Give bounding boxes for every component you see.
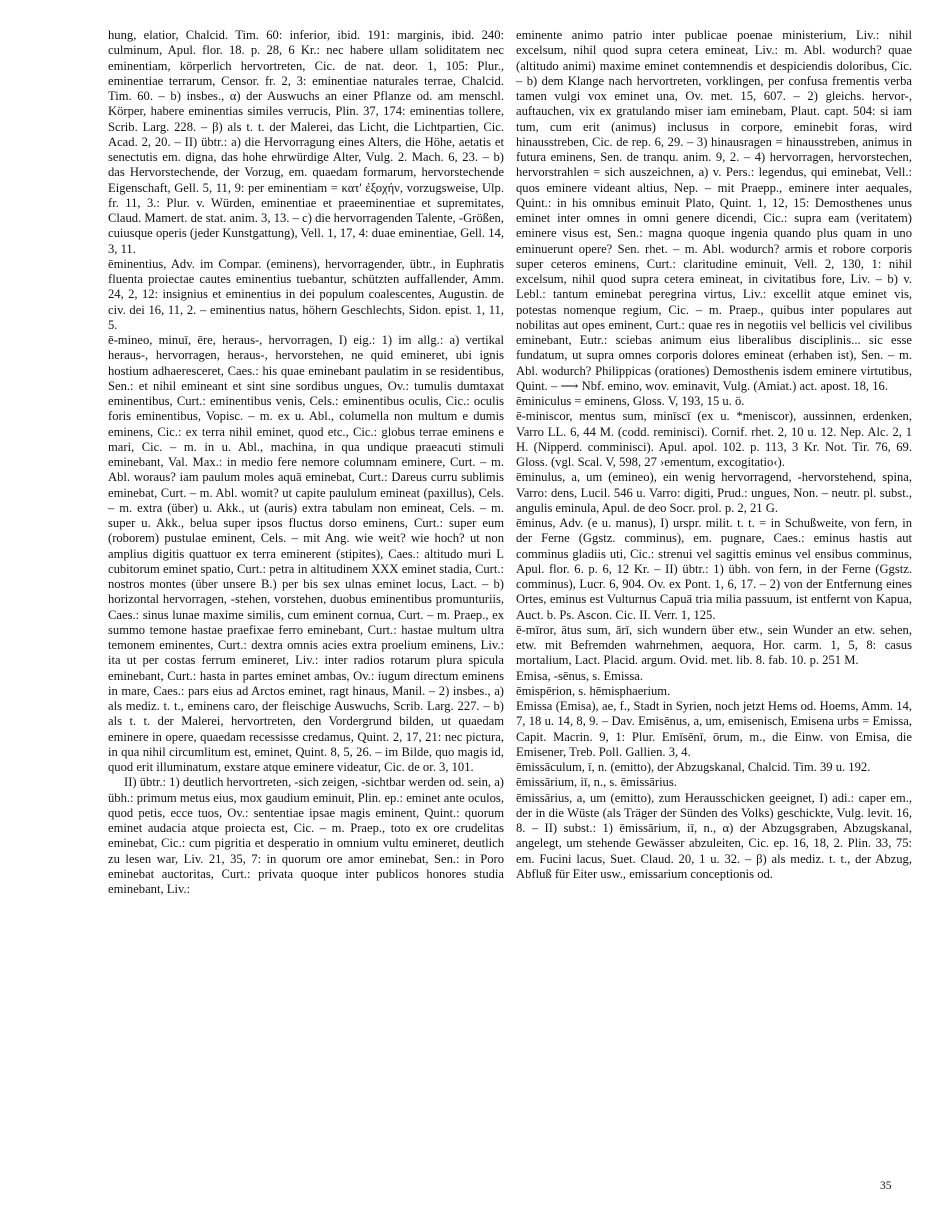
entry-eminulus: ēminulus, a, um (emineo), ein wenig hervorragend, -hervorstehend, spina, Varro: dens, Lucil. 546 u. Varro: digiti, Prud.: ungues, Non. – neutr. pl. subst., angulis eminula, Apul. de deo Socr. prol. p. 2, 21 G. [516,470,912,515]
entry-emissaculum: ēmissāculum, ī, n. (emitto), der Abzugskanal, Chalcid. Tim. 39 u. 192. [516,760,871,774]
entry-eminentius: ēminentius, Adv. im Compar. (eminens), hervorragender, übtr., in Euphratis fluenta proiectae cautes eminentius tuebantur, schützten auffallender, Amm. 24, 2, 12: insignius et eminentius in dei populum coalescentes, Augustin. de civ. dei 16, 11, 2. – eminentius natus, höhern Geschlechts, Sidon. epist. 1, 11, 5. [108,256,504,332]
entry-emiror: ē-mīror, ātus sum, ārī, sich wundern über etw., sein Wunder an etw. sehen, etw. mit Befremden wahrnehmen, aequora, Hor. carm. 1, 5, 8: casus mortalium, Lact. Placid. argum. Ovid. met. lib. 8. fab. 10. p. 251 M. [516,622,912,668]
entry-eminiscor: ē-miniscor, mentus sum, minīscī (ex u. *meniscor), aussinnen, erdenken, Varro LL. 6, 44 M. (codd. reminisci). Cornif. rhet. 2, 10 u. 12. Nep. Alc. 2, 1 H. (Nipperd. comminisci). Apul. apol. 102. p. 113, 3 Kr. Not. Tir. 76, 69. Gloss. (vgl. Scal. V, 598, 27 ›ementum, excogitatio‹). [516,409,912,469]
entry-eminiculus: ēminiculus = eminens, Gloss. V, 193, 15 u. ö. [516,394,745,408]
entry-emissarium: ēmissārium, iī, n., s. ēmissārius. [516,775,677,790]
entry-emisa: Emisa, -sēnus, s. Emissa. [516,668,643,683]
entry-eminentia-continued: hung, elatior, Chalcid. Tim. 60: inferior, ibid. 191: marginis, ibid. 240: culminum, Apul. flor. 18. p. 28, 6 Kr.: nec habere ullam soliditatem nec eminentiam, körperlich hervortreten, Cic. de nat. deor. 1, 105: Plur., eminentiae terrarum, Censor. fr. 2, 3: eminentiae naturales terrae, Chalcid. Tim. 60. – b) insbes., α) der Auswuchs an einer Pflanze od. am menschl. Körper, habere eminentias similes verrucis, Plin. 37, 174: eminentias tollere, Scrib. Larg. 228. – β) als t. t. der Malerei, das Licht, die Lichtpartien, Cic. Acad. 2, 20. – II) übtr.: a) die Hervorragung eines Alters, die Höhe, aetatis et senectutis em. digna, das hohe ehrwürdige Alter, Vulg. 2. Mach. 6, 23. – b) das Hervorstechende, der Vorzug, em. quaedam formarum, hervorstechende Eigenschaft, Gell. 5, 11, 9: per eminentiam = κατ' ἐξοχήν, vorzugsweise, Ulp. fr. 11, 3.: Plur. v. Würden, eminentiae et praeeminentiae et supremitates, Claud. Mamert. de stat. anim. 3, 13. – c) die hervorragenden Talente, -Größen, cuiusque operis (jeder Kunstgattung), Vell. 1, 17, 4: duae eminentiae, Gell. 14, 3, 11. [108,28,504,256]
entry-emineo-continued: eminente animo patrio inter publicae poenae ministerium, Liv.: nihil excelsum, nihil quod supra cetera emineat, Liv.: m. Abl. wodurch? quae (altitudo animi) maxime eminet contemnendis et despiciendis doloribus, Cic. – b) dem Klange nach hervortreten, vorklingen, per confusa frementis verba tamen vulgi vox eminet una, Ov. met. 15, 607. – 2) gleichs. hervor-, auftauchen, vix ex gratulando miser iam eminebam, Plaut. capt. 504: si iam tum, cum erit (animus) inclusus in corpore, eminebit foras, wird hinausstreben, Cic. de rep. 6, 29. – 3) hinausragen = hinausstreben, animus in futura eminens, Sen. de tranqu. anim. 9, 2. – 4) hervorragen, hervorstechen, hervorstrahlen = sich auszeichnen, a) v. Pers.: legendus, qui eminebat, Vell.: quos eminere videant altius, Nep. – mit Praepp., eminere inter aequales, Quint.: in his omnibus eminuit Plato, Quint. 1, 12, 15: Demosthenes unus eminet inter omnes in omni genere dicendi, Cic.: supra eam (veritatem) eminere visus est, Sen.: magna quoque ingenia quando plus quam in uno eminuerunt opere? Sen. rhet. – m. Abl. wodurch? armis et robore corporis super ceteros eminens, Curt.: claritudine eminuit, Vell. 2, 130, 1: nihil excelsum, nihil quod supra cetera emineat, in civitatibus fore, Liv. – b) v. Lebl.: tantum eminebat peregrina virtus, Liv.: excellit atque eminet vis, potestas nomenque regium, Cic. – m. Praep., quibus inter populares aut nobilitas aut opes eminent, Curt.: quae res in negotiis vel bellicis vel civilibus eminebant, Eutr.: sciebas animum eius liberalibus disciplinis... sic esse fundatum, ut supra omnes corporis dolores emineat (erhaben ist), Sen. – m. Abl. wodurch? Philippicas (orationes) Demosthenis isdem eminere virtutibus, Quint. – ⟶ Nbf. emino, wov. eminavit, Vulg. (Amiat.) act. apost. 18, 16. [516,28,912,393]
entry-emineo: ē-mineo, minuī, ēre, heraus-, hervorragen, I) eig.: 1) im allg.: a) vertikal heraus-, hervorragen, heraus-, hervorstehen, ne quid emineret, ubi ignis hostium adhaeresceret, Caes.: his quae eminebant paulatim in se residentibus, Sen.: et nihil emineant et sint sine sordibus ungues, Ov.: tumulis dumtaxat eminentibus, Curt.: eminentibus venis, Cels.: eminentibus oculis, Cic.: oculis foris eminentibus, Vopisc. – m. ex u. Abl., columella non multum e dumis eminens, Cic.: ex terra nihil eminet, quod etc., Cic.: globus terrae eminens e mari, Cic. – m. in u. Abl., machina, in qua undique praeacuti stimuli eminebant, Val. Max.: in medio fere nemore columnam eminere, Curt. – m. Abl. woraus? iam paulum moles aquā eminebat, Curt.: Dareus curru sublimis eminebat, Curt. – m. Abl. womit? ut capite paululum emineat (paxillus), Cels. – m. extra (über) u. Akk., ut (auris) extra tabulam non emineat, Cels. – m. super u. Akk., belua super ipsos fluctus dorso eminens, Curt.: super eum (roborem) pustulae eminent, Cels. – mit Ang. wie weit? wie hoch? ut non amplius digitis quattuor ex terra eminerent (stipites), Caes.: altitudo muri L cubitorum eminet spatio, Curt.: petra in altitudinem XXX eminet stadia, Curt.: nostros montes (über unsere B.) per bis sex ulnas eminet locus, Lact. – b) horizontal hervorragen, -stehen, vorstehen, duobus eminentibus promunturiis, Caes.: sinus lunae maxime similis, cum eminent cornua, Curt. – m. Praep., ex summo temone hastae praefixae ferro eminebant, Curt.: hastae multum ultra temonem eminentes, Curt.: dextra omnis acies extra proelium eminens, Liv.: ita ut per costas ferrum emineret, Liv.: inter radios rotarum plura spicula eminebant, Curt.: hasta in partes eminet ambas, Ov.: iugum directum eminens in mare, Caes.: pars eius ad Arctos eminet, ragt hinaus, Manil. – 2) insbes., a) als mediz. t. t., eminens caro, der fleischige Auswuchs, Scrib. Larg. 227. – b) als t. t. der Malerei, hervortreten, den Vordergrund bilden, ut quaedam eminere in opere, quaedam recessisse credamus, Quint. 2, 17, 21: nec pictura, in qua nihil circumlitum est, eminet, Quint. 8, 5, 26. – im Bilde, quo magis id, quod erit illuminatum, exstare atque eminere videatur, Cic. de or. 3, 101. [108,333,504,774]
page-number: 35 [880,1180,892,1192]
right-column [516,28,912,882]
entry-emissarius: ēmissārius, a, um (emitto), zum Herausschicken geeignet, I) adi.: caper em., der in die Wüste (als Träger der Sünden des Volks) geschickte, Vulg. levit. 16, 8. – II) subst.: 1) ēmissārium, iī, n., α) der Abzugsgraben, Abzugskanal, angelegt, um stehende Gewässer abzuleiten, Cic. ep. 16, 18, 2. Plin. 33, 75: em. Fucini lacus, Suet. Claud. 20, 1 u. 32. – β) als mediz. t. t., der Abzug, Abfluß für Eiter usw., emissarium conceptionis od. [516,790,912,881]
left-column [108,28,504,897]
entry-emissa: Emissa (Emisa), ae, f., Stadt in Syrien, noch jetzt Hems od. Hoems, Amm. 14, 7, 18 u. 14, 8, 9. – Dav. Emisēnus, a, um, emisenisch, Emisena urbs = Emissa, Capit. Macrin. 9, 1: Plur. Emīsēnī, ōrum, m., die Einw. von Emisa, die Emisener, Treb. Poll. Gallien. 3, 4. [516,699,912,759]
entry-emineo-transferred: II) übtr.: 1) deutlich hervortreten, -sich zeigen, -sichtbar werden od. sein, a) übh.: primum metus eius, mox gaudium eminuit, Plin. ep.: eminet ante oculos, quod petis, ecce tuos, Ov.: sententiae ipsae magis eminent, Quint.: quorum eminet audacia atque proiecta est, Cic. – m. Praep., toto ex ore crudelitas eminebat, Cic.: cum pigritia et desperatio in omnium vultu emineret, deutlich zu lesen war, Liv. 21, 35, 7: in quorum ore amor eminebat, Sen.: in Poro eminebat auctoritas, Curt.: privata quoque inter publicos honores studia eminebant, Liv.: [108,775,504,896]
entry-eminus: ēminus, Adv. (e u. manus), I) urspr. milit. t. t. = in Schußweite, von fern, in der Ferne (Ggstz. comminus), em. pugnare, Caes.: eminus hastis aut comminus gladiis uti, Cic.: strenui vel sagittis eminus vel ensibus comminus, Apul. flor. 6. p. 6, 12 Kr. – II) übtr.: 1) übh. von fern, in der Ferne (Ggstz. comminus), Lucr. 6, 904. Ov. ex Pont. 1, 6, 17. – 2) von der Entfernung eines Ortes, eminus est Vulturnus Capuā tria milia passuum, ist entfernt von Kapua, Auct. b. Ps. Ascon. Cic. II. Verr. 1, 125. [516,516,912,622]
entry-emisperion: ēmispērion, s. hēmisphaerium. [516,683,671,698]
